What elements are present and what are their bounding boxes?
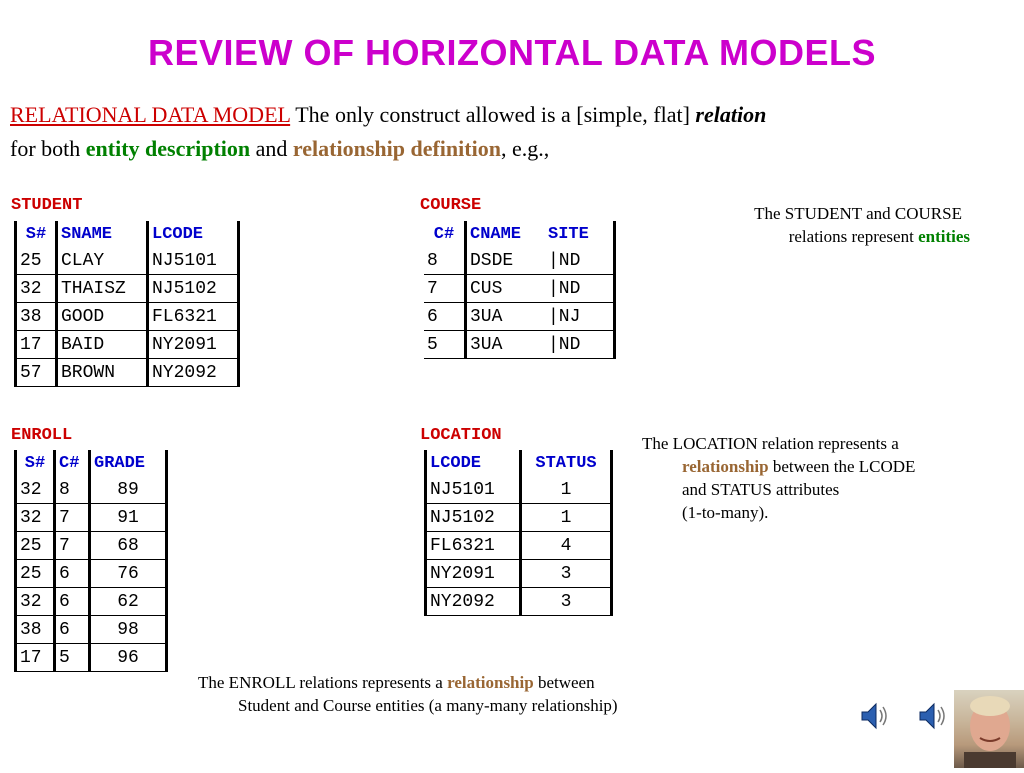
- column-header: CNAME: [466, 221, 546, 247]
- table-cell: 38: [16, 303, 57, 331]
- column-header: LCODE: [426, 450, 521, 476]
- speaker-icon[interactable]: [916, 700, 950, 732]
- note-text: relations represent: [788, 227, 919, 246]
- table-cell: 6: [424, 303, 466, 331]
- table-cell: 17: [16, 644, 55, 672]
- table-cell: FL6321: [426, 532, 521, 560]
- entity-description-term: entity description: [85, 136, 251, 161]
- table-row: [16, 331, 239, 359]
- table-cell: 8: [424, 247, 466, 275]
- table-cell: 98: [90, 616, 167, 644]
- table-cell: |ND: [545, 331, 615, 359]
- table-row: [16, 504, 167, 532]
- table-row: [424, 331, 615, 359]
- table-row: [426, 504, 612, 532]
- table-cell: GOOD: [57, 303, 148, 331]
- enroll-note: [198, 671, 778, 717]
- intro-text-3: , e.g.,: [500, 136, 550, 161]
- column-header: STATUS: [521, 450, 612, 476]
- table-cell: NJ5101: [426, 476, 521, 504]
- table-row: [16, 644, 167, 672]
- table-cell: 32: [16, 275, 57, 303]
- column-header: SNAME: [57, 221, 148, 247]
- intro-text-1: The only construct allowed is a [simple, flat]: [290, 102, 696, 127]
- table-cell: 38: [16, 616, 55, 644]
- column-header: S#: [16, 221, 57, 247]
- table-cell: |NJ: [545, 303, 615, 331]
- entities-note: [640, 202, 970, 248]
- table-cell: DSDE: [466, 247, 546, 275]
- table-cell: 25: [16, 560, 55, 588]
- table-cell: NY2091: [148, 331, 239, 359]
- column-header: LCODE: [148, 221, 239, 247]
- presenter-photo: [954, 690, 1024, 768]
- table-row: [426, 476, 612, 504]
- note-line: The STUDENT and COURSE: [754, 204, 962, 223]
- column-header: C#: [55, 450, 90, 476]
- table-cell: BROWN: [57, 359, 148, 387]
- note-line: (1-to-many).: [682, 503, 769, 522]
- relation-term: relation: [695, 102, 767, 127]
- table-cell: 3UA: [466, 303, 546, 331]
- enroll-relation-name: ENROLL: [11, 426, 73, 445]
- location-note: [642, 432, 1012, 524]
- location-table: [424, 450, 613, 616]
- table-row: [16, 247, 239, 275]
- table-cell: 32: [16, 588, 55, 616]
- table-cell: NY2092: [148, 359, 239, 387]
- table-row: [16, 560, 167, 588]
- relationship-definition-term: relationship definition: [292, 136, 501, 161]
- table-cell: 6: [55, 560, 90, 588]
- column-header: GRADE: [90, 450, 167, 476]
- table-cell: 32: [16, 504, 55, 532]
- table-cell: 1: [521, 504, 612, 532]
- note-line: [642, 455, 1012, 478]
- table-row: [16, 532, 167, 560]
- entities-term: entities: [918, 227, 970, 246]
- page-title: REVIEW OF HORIZONTAL DATA MODELS: [148, 32, 876, 73]
- table-cell: 7: [55, 504, 90, 532]
- note-text: between: [533, 673, 595, 692]
- table-cell: 8: [55, 476, 90, 504]
- table-cell: 1: [521, 476, 612, 504]
- table-cell: 5: [424, 331, 466, 359]
- note-text: The ENROLL relations represents a: [198, 673, 448, 692]
- table-cell: |ND: [545, 247, 615, 275]
- table-cell: 25: [16, 532, 55, 560]
- table-row: [16, 476, 167, 504]
- intro-text-2: for both: [10, 136, 86, 161]
- speaker-icon[interactable]: [858, 700, 892, 732]
- column-header: C#: [433, 224, 455, 244]
- table-header-row: [426, 450, 612, 476]
- table-cell: 7: [55, 532, 90, 560]
- table-header-row: [16, 221, 239, 247]
- table-cell: NJ5101: [148, 247, 239, 275]
- student-relation-name: STUDENT: [11, 196, 83, 215]
- table-cell: NJ5102: [426, 504, 521, 532]
- table-row: [426, 560, 612, 588]
- table-header-row: [424, 221, 615, 247]
- table-cell: 17: [16, 331, 57, 359]
- intro-paragraph: [10, 98, 1010, 166]
- table-header-row: [16, 450, 167, 476]
- table-cell: THAISZ: [57, 275, 148, 303]
- table-row: [424, 247, 615, 275]
- table-cell: 5: [55, 644, 90, 672]
- table-cell: 96: [90, 644, 167, 672]
- location-relation-name: LOCATION: [420, 426, 502, 445]
- table-row: [16, 303, 239, 331]
- column-header: S#: [16, 450, 55, 476]
- table-row: [424, 275, 615, 303]
- table-cell: |ND: [545, 275, 615, 303]
- table-cell: NY2091: [426, 560, 521, 588]
- table-cell: 68: [90, 532, 167, 560]
- table-cell: 3UA: [466, 331, 546, 359]
- intro-line-2: [10, 132, 1010, 166]
- table-row: [426, 588, 612, 616]
- table-cell: 62: [90, 588, 167, 616]
- table-row: [16, 359, 239, 387]
- table-cell: NJ5102: [148, 275, 239, 303]
- table-cell: NY2092: [426, 588, 521, 616]
- note-line: Student and Course entities (a many-many relationship): [238, 696, 618, 715]
- note-line: The LOCATION relation represents a: [642, 434, 899, 453]
- table-cell: 25: [16, 247, 57, 275]
- table-cell: 7: [424, 275, 466, 303]
- table-cell: 57: [16, 359, 57, 387]
- table-cell: 6: [55, 616, 90, 644]
- relationship-term: relationship: [682, 457, 769, 476]
- relationship-term: relationship: [447, 673, 534, 692]
- note-text: between the LCODE: [768, 457, 916, 476]
- table-cell: CLAY: [57, 247, 148, 275]
- table-cell: 3: [521, 588, 612, 616]
- table-row: [424, 303, 615, 331]
- table-cell: 4: [521, 532, 612, 560]
- table-cell: 32: [16, 476, 55, 504]
- enroll-table: [14, 450, 168, 672]
- relational-data-model-heading: RELATIONAL DATA MODEL: [10, 102, 291, 127]
- note-line: [640, 225, 970, 248]
- table-cell: 76: [90, 560, 167, 588]
- table-cell: CUS: [466, 275, 546, 303]
- table-cell: BAID: [57, 331, 148, 359]
- course-table: [424, 221, 616, 359]
- table-cell: 3: [521, 560, 612, 588]
- table-cell: 89: [90, 476, 167, 504]
- table-cell: 6: [55, 588, 90, 616]
- note-line: [198, 671, 778, 694]
- course-relation-name: COURSE: [420, 196, 482, 215]
- table-row: [16, 275, 239, 303]
- table-cell: 91: [90, 504, 167, 532]
- table-row: [426, 532, 612, 560]
- table-row: [16, 588, 167, 616]
- intro-line-1: [10, 98, 1010, 132]
- note-line: and STATUS attributes: [682, 480, 840, 499]
- intro-and: and: [250, 136, 293, 161]
- table-row: [16, 616, 167, 644]
- student-table: [14, 221, 240, 387]
- column-header: SITE: [545, 221, 615, 247]
- table-cell: FL6321: [148, 303, 239, 331]
